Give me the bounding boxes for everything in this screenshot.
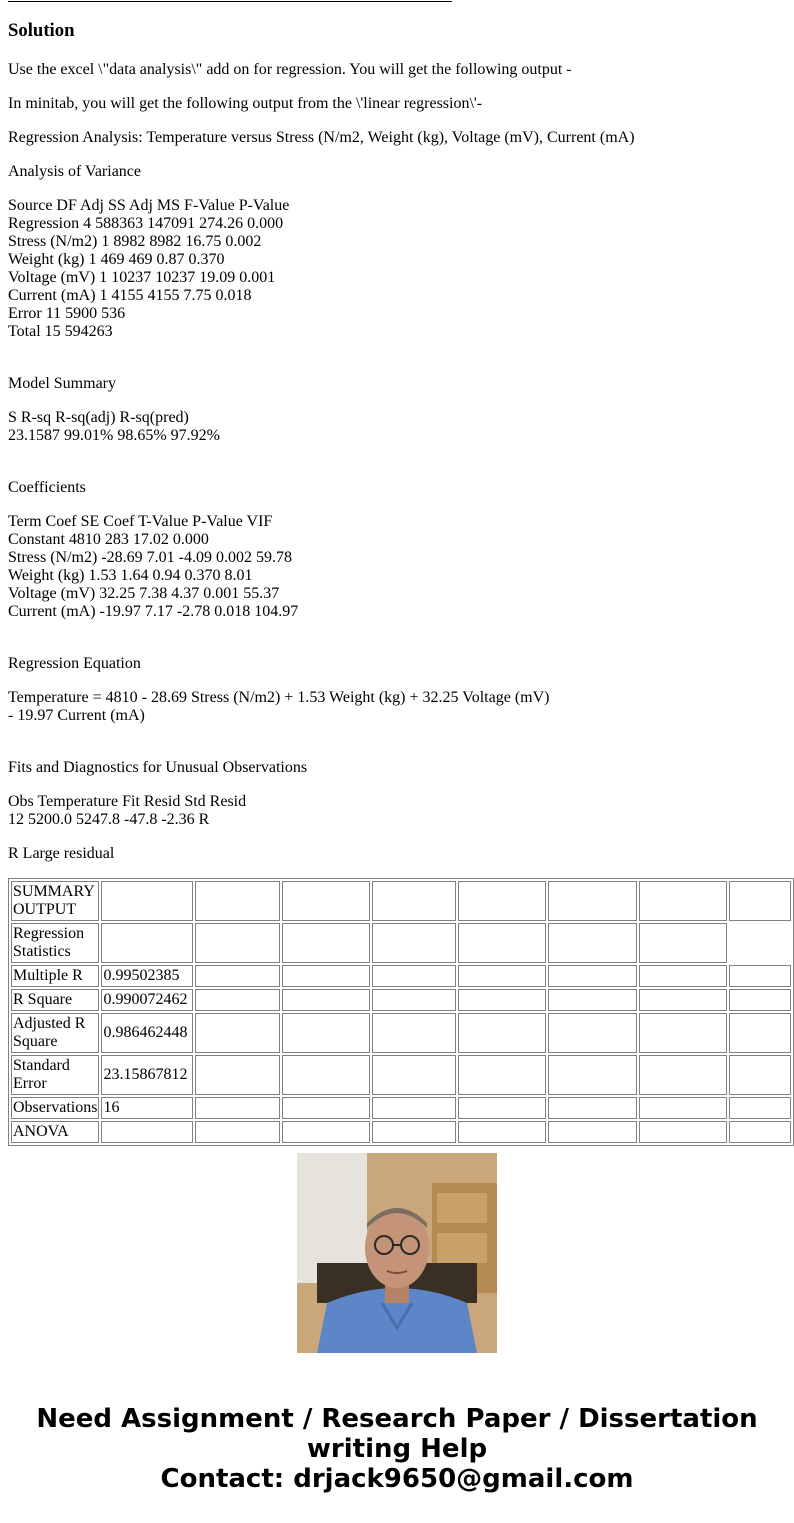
anova-block	[8, 197, 289, 341]
anova-line: Weight (kg) 1 469 469 0.87 0.370	[8, 251, 225, 268]
table-cell: Standard Error	[11, 1055, 99, 1095]
coefficients-title: Coefficients	[8, 479, 86, 496]
table-cell	[195, 965, 279, 987]
table-cell	[372, 1055, 456, 1095]
table-cell	[282, 881, 370, 921]
table-cell	[282, 1097, 370, 1119]
table-row	[11, 965, 791, 987]
table-cell: Multiple R	[11, 965, 99, 987]
anova-line: Regression 4 588363 147091 274.26 0.000	[8, 215, 284, 232]
table-row	[11, 989, 791, 1011]
anova-title: Analysis of Variance	[8, 163, 141, 180]
table-cell	[458, 1013, 546, 1053]
table-row	[11, 881, 791, 921]
table-cell	[639, 1097, 727, 1119]
table-row	[11, 1055, 791, 1095]
table-cell	[458, 881, 546, 921]
table-cell	[458, 1055, 546, 1095]
coefficients-line: Stress (N/m2) -28.69 7.01 -4.09 0.002 59.78	[8, 549, 292, 566]
table-cell	[195, 1055, 279, 1095]
table-cell	[458, 965, 546, 987]
summary-output-clip	[8, 878, 794, 1140]
anova-line: Current (mA) 1 4155 4155 7.75 0.018	[8, 287, 252, 304]
table-cell: Regression Statistics	[11, 923, 99, 963]
table-cell	[548, 881, 637, 921]
table-cell	[372, 1121, 456, 1143]
table-cell	[639, 1121, 727, 1143]
table-cell	[195, 1013, 279, 1053]
table-cell	[101, 1121, 193, 1143]
table-cell	[282, 1121, 370, 1143]
table-cell	[548, 1055, 637, 1095]
equation-title: Regression Equation	[8, 655, 141, 672]
top-rule	[8, 0, 452, 2]
table-row	[11, 1013, 791, 1053]
table-cell	[729, 1055, 791, 1095]
fits-block	[8, 793, 246, 829]
coefficients-line: Term Coef SE Coef T-Value P-Value VIF	[8, 513, 273, 530]
table-cell	[282, 923, 370, 963]
promo-banner	[0, 1404, 794, 1494]
summary-output-table	[8, 878, 794, 1146]
coefficients-line: Weight (kg) 1.53 1.64 0.94 0.370 8.01	[8, 567, 253, 584]
table-cell	[458, 1097, 546, 1119]
fits-title: Fits and Diagnostics for Unusual Observations	[8, 759, 308, 776]
model-summary-block	[8, 409, 220, 445]
model-summary-line: S R-sq R-sq(adj) R-sq(pred)	[8, 409, 189, 426]
coefficients-line: Current (mA) -19.97 7.17 -2.78 0.018 104.97	[8, 603, 299, 620]
table-cell	[282, 1055, 370, 1095]
table-cell	[282, 1013, 370, 1053]
table-cell: 0.990072462	[101, 989, 193, 1011]
anova-line: Total 15 594263	[8, 323, 113, 340]
table-cell	[372, 923, 456, 963]
table-cell	[372, 1013, 456, 1053]
coefficients-line: Voltage (mV) 32.25 7.38 4.37 0.001 55.37	[8, 585, 280, 602]
table-cell	[195, 1097, 279, 1119]
fits-line: Obs Temperature Fit Resid Std Resid	[8, 793, 247, 810]
table-cell	[548, 1121, 637, 1143]
table-cell: 0.99502385	[101, 965, 193, 987]
table-cell	[639, 923, 727, 963]
table-cell	[101, 881, 193, 921]
table-cell	[548, 965, 637, 987]
coefficients-line: Constant 4810 283 17.02 0.000	[8, 531, 209, 548]
table-cell: R Square	[11, 989, 99, 1011]
table-cell: 23.15867812	[101, 1055, 193, 1095]
table-cell: 0.986462448	[101, 1013, 193, 1053]
table-cell	[639, 1055, 727, 1095]
table-cell	[458, 1121, 546, 1143]
table-cell	[548, 989, 637, 1011]
table-cell	[195, 989, 279, 1011]
table-cell	[195, 1121, 279, 1143]
anova-line: Stress (N/m2) 1 8982 8982 16.75 0.002	[8, 233, 262, 250]
table-cell	[372, 1097, 456, 1119]
table-cell: 16	[101, 1097, 193, 1119]
anova-line: Error 11 5900 536	[8, 305, 126, 322]
table-cell	[729, 881, 791, 921]
table-cell: ANOVA	[11, 1121, 99, 1143]
table-cell	[101, 923, 193, 963]
equation-line: - 19.97 Current (mA)	[8, 707, 145, 724]
table-cell	[639, 1013, 727, 1053]
table-cell	[282, 989, 370, 1011]
model-summary-title: Model Summary	[8, 375, 116, 392]
table-cell	[548, 923, 637, 963]
table-cell	[195, 881, 279, 921]
table-cell	[282, 965, 370, 987]
table-cell	[372, 881, 456, 921]
table-cell	[458, 989, 546, 1011]
table-cell	[729, 965, 791, 987]
table-cell	[372, 965, 456, 987]
solution-heading: Solution	[8, 20, 75, 41]
author-photo	[297, 1153, 497, 1353]
equation-block	[8, 689, 549, 725]
coefficients-block	[8, 513, 298, 621]
table-row	[11, 1121, 791, 1143]
model-summary-line: 23.1587 99.01% 98.65% 97.92%	[8, 427, 220, 444]
table-cell-empty	[729, 923, 791, 963]
promo-line-1: Need Assignment / Research Paper / Dissertation	[36, 1404, 758, 1434]
table-cell	[372, 989, 456, 1011]
table-cell: Adjusted R Square	[11, 1013, 99, 1053]
table-cell: Observations	[11, 1097, 99, 1119]
table-cell	[729, 1121, 791, 1143]
equation-line: Temperature = 4810 - 28.69 Stress (N/m2) + 1.53 Weight (kg) + 32.25 Voltage (mV)	[8, 689, 550, 706]
table-row	[11, 923, 791, 963]
table-cell	[548, 1013, 637, 1053]
promo-line-2: writing Help	[306, 1434, 488, 1464]
promo-contact: Contact: drjack9650@gmail.com	[160, 1464, 634, 1494]
table-cell	[729, 989, 791, 1011]
table-cell	[639, 881, 727, 921]
table-cell	[729, 1097, 791, 1119]
table-cell	[195, 923, 279, 963]
table-cell	[639, 989, 727, 1011]
table-cell: SUMMARY OUTPUT	[11, 881, 99, 921]
regression-title: Regression Analysis: Temperature versus Stress (N/m2, Weight (kg), Voltage (mV), Current (mA)	[8, 129, 635, 146]
minitab-paragraph: In minitab, you will get the following output from the \'linear regression\'-	[8, 95, 483, 112]
table-cell	[639, 965, 727, 987]
portrait-illustration	[297, 1153, 497, 1353]
table-cell	[729, 1013, 791, 1053]
anova-line: Voltage (mV) 1 10237 10237 19.09 0.001	[8, 269, 276, 286]
excel-paragraph: Use the excel \"data analysis\" add on for regression. You will get the following output -	[8, 61, 572, 78]
table-cell	[548, 1097, 637, 1119]
fits-line: 12 5200.0 5247.8 -47.8 -2.36 R	[8, 811, 210, 828]
anova-line: Source DF Adj SS Adj MS F-Value P-Value	[8, 197, 290, 214]
large-residual-note: R Large residual	[8, 845, 115, 862]
table-cell	[458, 923, 546, 963]
table-row	[11, 1097, 791, 1119]
